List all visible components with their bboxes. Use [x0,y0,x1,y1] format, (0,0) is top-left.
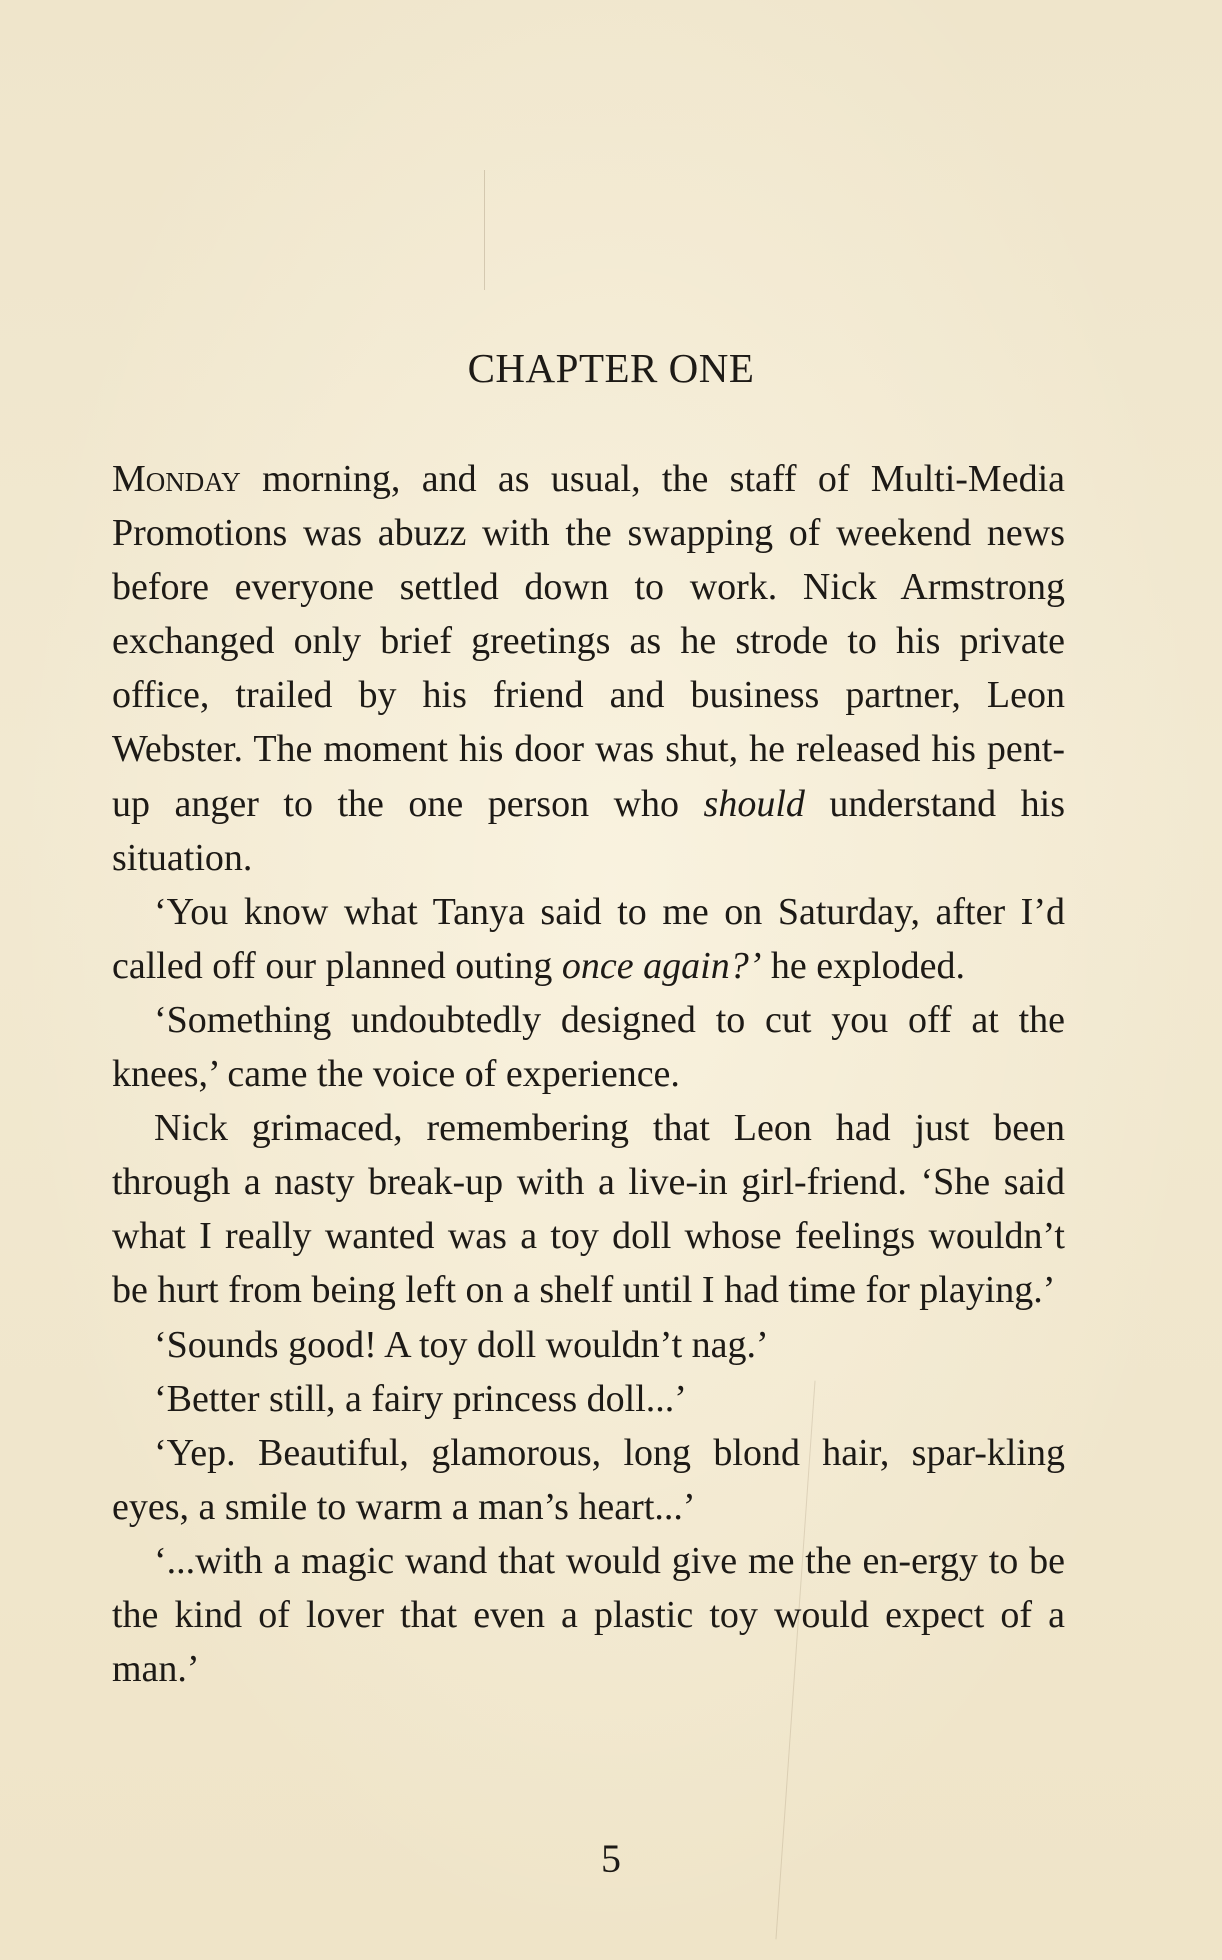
paragraph-2-tail: he exploded. [761,944,966,987]
paragraph-8: ‘...with a magic wand that would give me the en-ergy to be the kind of lover that even a plastic toy would expect of a man.’ [112,1539,1065,1691]
paragraph-1-tail: understand his situation. [112,782,1065,879]
paragraph-7: ‘Yep. Beautiful, glamorous, long blond hair, spar-kling eyes, a smile to warm a man’s heart...’ [112,1431,1065,1528]
paragraph-3: ‘Something undoubtedly designed to cut you off at the knees,’ came the voice of experience. [112,998,1065,1096]
page-number: 5 [601,1836,621,1881]
chapter-title: CHAPTER ONE [467,345,755,391]
paragraph-2-text: ‘You know what Tanya said to me on Saturday, after I’d called off our planned outing [112,890,1065,987]
paragraph-4: Nick grimaced, remembering that Leon had just been through a nasty break-up with a live-in girl-friend. ‘She said what I really wanted was a toy doll whose feelings wouldn’t be hurt from being left on a shelf until I had time for playing.’ [112,1107,1065,1312]
paragraph-2 [112,885,1065,993]
paragraph-1 [112,452,1065,885]
body-text [112,452,1065,1696]
paragraph-1-emphasis: should [703,782,805,825]
paragraph-1-text: morning, and as usual, the staff of Multi-Media Promotions was abuzz with the swapping of weekend news before everyone settled down to work. Nick Armstrong exchanged only brief greetings as he strode to his private office, trailed by his friend and business partner, Leon Webster. The moment his door was shut, he released his pent-up anger to the one person who [112,458,1065,825]
opening-word: Monday [112,458,241,500]
paragraph-6: ‘Better still, a fairy princess doll...’ [154,1377,687,1420]
paper-crease [484,170,485,290]
paragraph-5: ‘Sounds good! A toy doll wouldn’t nag.’ [154,1323,769,1366]
paragraph-2-emphasis: once again?’ [561,944,762,987]
